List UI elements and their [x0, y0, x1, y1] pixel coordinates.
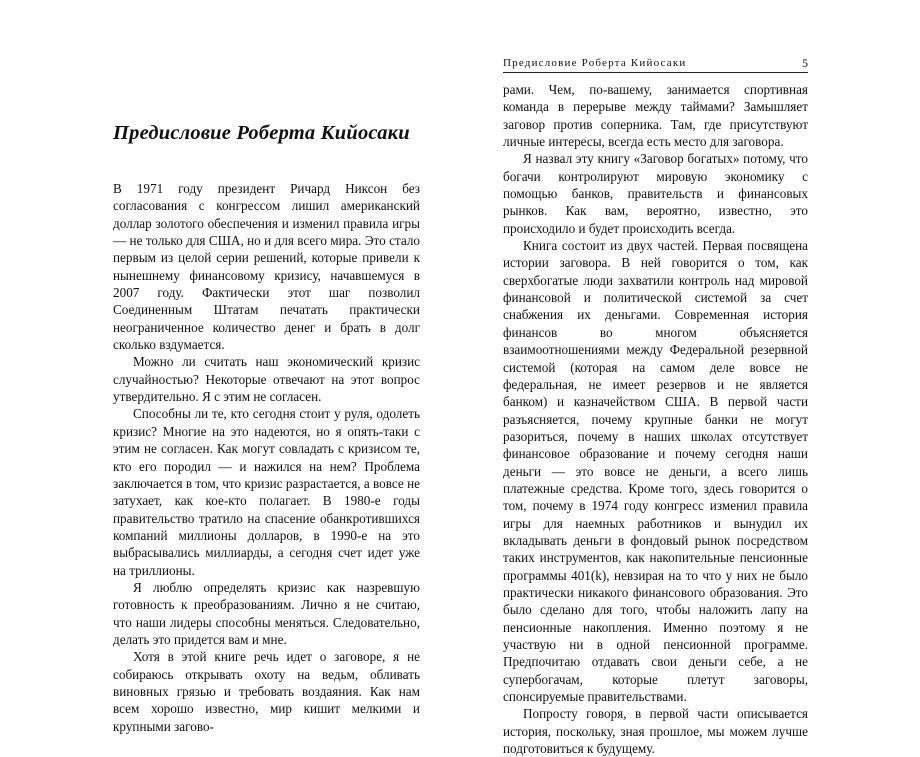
chapter-title: Предисловие Роберта Кийосаки [113, 122, 410, 144]
paragraph: Я люблю определять кризис как назревшую готовность к преобразованиям. Лично я не считаю, что наши лидеры способны меняться. Следовательно, делать это придется вам и мне. [113, 579, 420, 647]
paragraph: В 1971 году президент Ричард Никсон без согласования с конгрессом лишил американский доллар золотого обеспечения и изменил правила игры — не только для США, но и для всего мира. Это стало первым из целой серии решений, которые привели к нынешнему финансовому кризису, начавшемуся в 2007 году. Фактически этот шаг позволил Соединенным Штатам печатать практически неограниченное количество денег и брать в долг сколько вздумается. [113, 181, 420, 353]
paragraph: Я назвал эту книгу «Заговор богатых» потому, что богачи контролируют мировую экономику с помощью банков, правительств и финансовых рынков. Как вам, вероятно, известно, это происходило и будет происходить всегда. [503, 151, 808, 236]
running-header [503, 56, 808, 73]
paragraph: Попросту говоря, в первой части описывается история, поскольку, зная прошлое, мы можем лучше подготовиться к будущему. [503, 706, 808, 757]
paragraph: Книга состоит из двух частей. Первая посвящена истории заговора. В ней говорится о том, как сверхбогатые люди захватили контроль над мировой финансовой и политической системой за счет снабжения их деньгами. Современная история финансов во многом объясняется взаимоотношениями между Федеральной резервной системой (которая на самом деле вовсе не федеральная, не имеет резервов и не является банком) и казначейством США. В первой части разъясняется, почему крупные банки не могут разориться, почему в наших школах отсутствует финансовое образование и почему сегодня наши деньги — это вовсе не деньги, а всего лишь платежные средства. Кроме того, здесь говорится о том, почему в 1974 году конгресс изменил правила игры для наемных работников и вынудил их вкладывать деньги в фондовый рынок посредством таких инструментов, как накопительные пенсионные программы 401(k), невзирая на то что у них не было практически никакого финансового образования. Это было сделано для того, чтобы наложить лапу на пенсионные накопления. Именно поэтому я не участвую ни в одной пенсионной программе. Предпочитаю отдавать свои деньги себе, а не супербогачам, которые плетут заговоры, спонсируемые правительствами. [503, 238, 808, 705]
page-number: 5 [802, 56, 808, 70]
paragraph: Способны ли те, кто сегодня стоит у руля, одолеть кризис? Многие на это надеются, но я опять-таки с этим не согласен. Как могут совладать с кризисом те, кто его породил — и нажился на нем? Проблема заключается в том, что кризис разрастается, а вовсе не затухает, как кое-кто полагает. В 1980-е годы правительство тратило на спасение обанкротившихся компаний миллионы долларов, в 1990-е на это выбрасывались миллиарды, а сегодня счет идет уже на триллионы. [113, 406, 420, 578]
right-page [460, 0, 920, 757]
paragraph: Можно ли считать наш экономический кризис случайностью? Некоторые отвечают на этот вопрос утвердительно. Я с этим не согласен. [113, 354, 420, 405]
paragraph: рами. Чем, по-вашему, занимается спортивная команда в перерыве между таймами? Замышляет заговор против соперника. Там, где присутствуют личные интересы, всегда есть место для заговора. [503, 82, 808, 150]
left-page [0, 0, 460, 734]
right-page-body [503, 81, 808, 757]
paragraph: Хотя в этой книге речь идет о заговоре, я не собираюсь открывать охоту на ведьм, обливать виновных грязью и требовать воздаяния. Как нам всем хорошо известно, мир кишит мелкими и крупными загово- [113, 649, 420, 734]
left-page-body [113, 180, 420, 735]
running-header-title: Предисловие Роберта Кийосаки [503, 57, 687, 69]
